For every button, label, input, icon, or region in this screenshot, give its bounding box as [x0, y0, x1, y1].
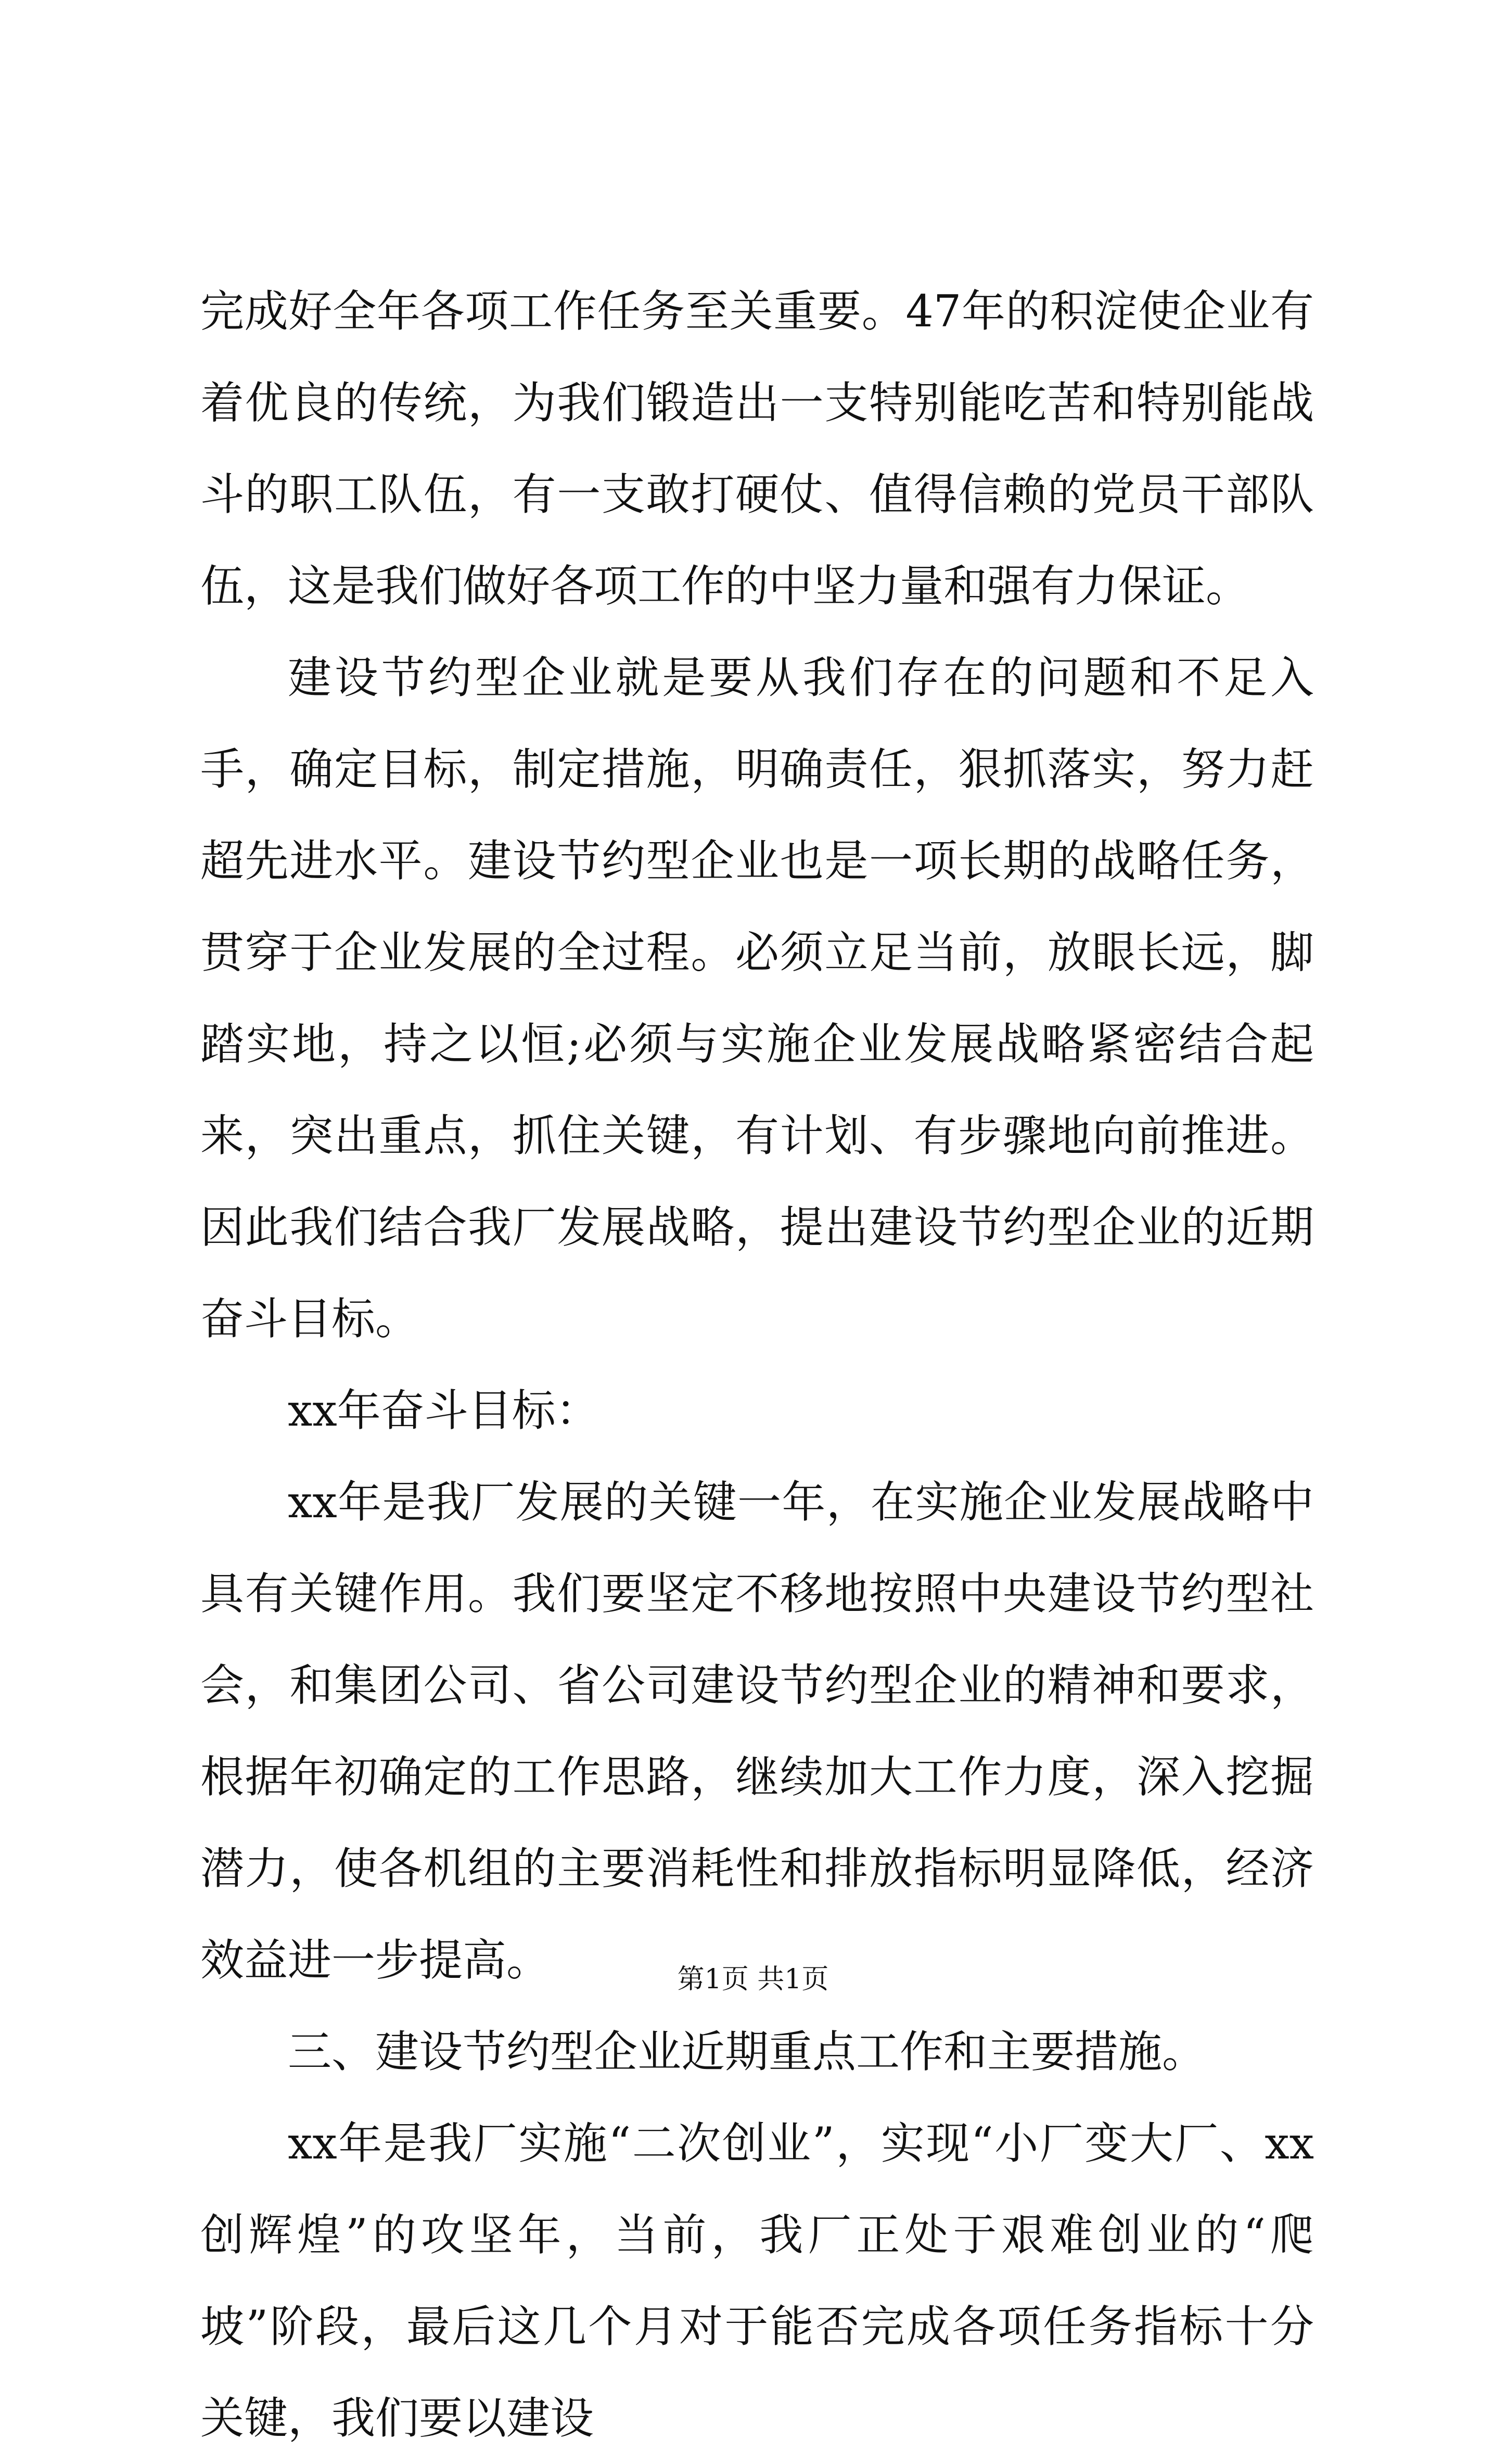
page-footer	[0, 1957, 1506, 1996]
document-body	[200, 265, 1314, 2464]
paragraph-1: 完成好全年各项工作任务至关重要。47年的积淀使企业有着优良的传统，为我们锻造出一支特别能吃苦和特别能战斗的职工队伍，有一支敢打硬仗、值得信赖的党员干部队伍，这是我们做好各项工作的中坚力量和强有力保证。	[200, 286, 1314, 612]
page-number-label: 第1页 共1页	[677, 1964, 829, 1995]
paragraph-4: xx年是我厂发展的关键一年，在实施企业发展战略中具有关键作用。我们要坚定不移地按照中央建设节约型社会，和集团公司、省公司建设节约型企业的精神和要求，根据年初确定的工作思路，继续加大工作力度，深入挖掘潜力，使各机组的主要消耗性和排放指标明显降低，经济效益进一步提高。	[200, 1477, 1314, 1986]
paragraph-6: xx年是我厂实施“二次创业”，实现“小厂变大厂、xx创辉煌”的攻坚年，当前，我厂正处于艰难创业的“爬坡”阶段，最后这几个月对于能否完成各项任务指标十分关键，我们要以建设	[200, 2118, 1314, 2444]
paragraph-3: xx年奋斗目标：	[288, 1385, 599, 1436]
paragraph-2: 建设节约型企业就是要从我们存在的问题和不足入手，确定目标，制定措施，明确责任，狠抓落实，努力赶超先进水平。建设节约型企业也是一项长期的战略任务，贯穿于企业发展的全过程。必须立足当前，放眼长远，脚踏实地，持之以恒;必须与实施企业发展战略紧密结合起来，突出重点，抓住关键，有计划、有步骤地向前推进。因此我们结合我厂发展战略，提出建设节约型企业的近期奋斗目标。	[200, 652, 1314, 1344]
paragraph-5: 三、建设节约型企业近期重点工作和主要措施。	[288, 2026, 1206, 2077]
